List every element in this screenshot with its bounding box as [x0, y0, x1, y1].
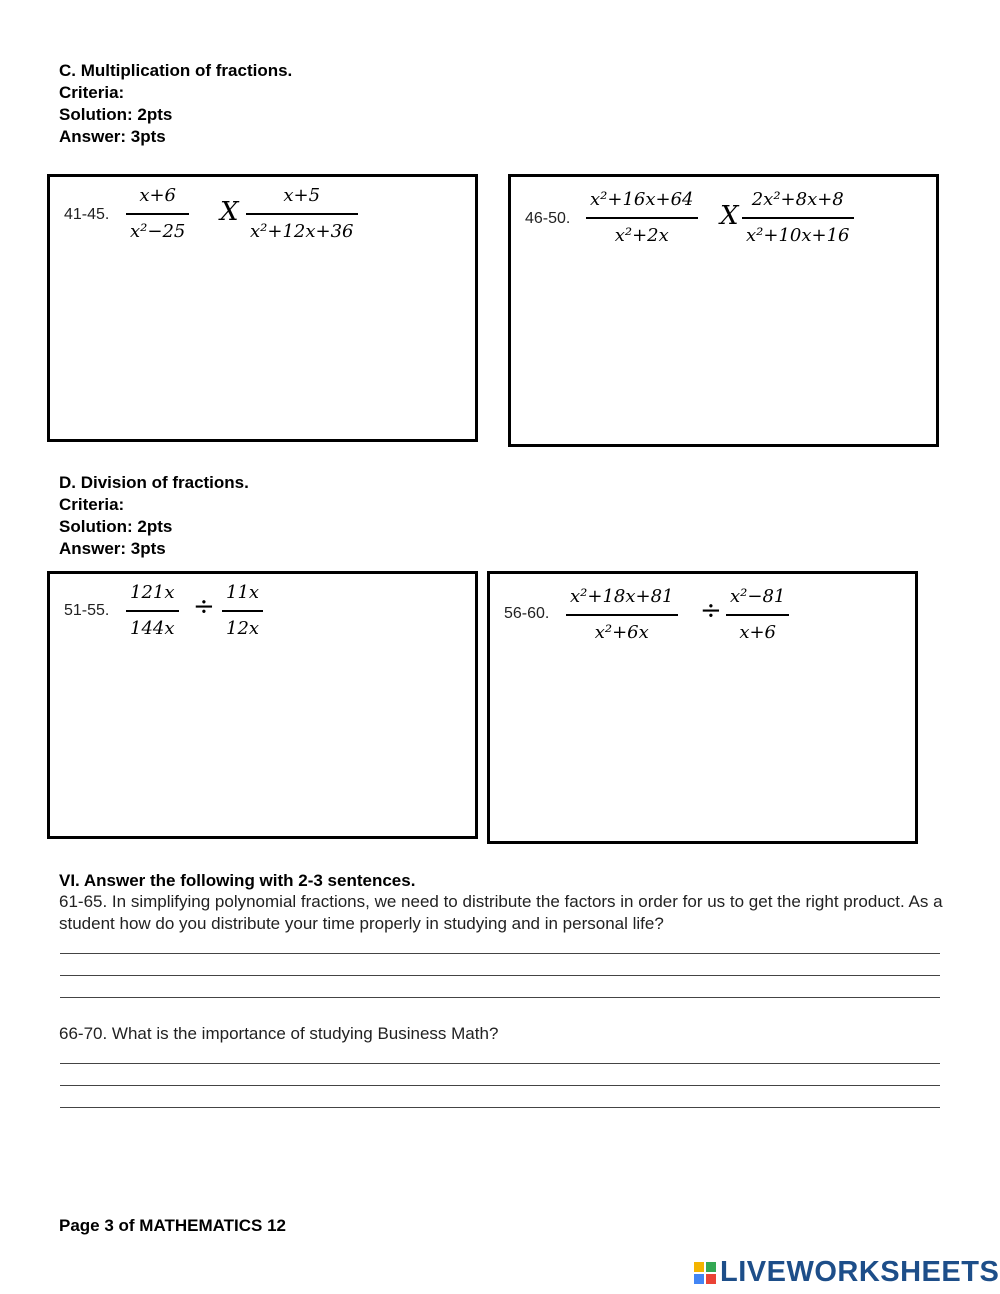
- denominator: 12x: [226, 617, 260, 639]
- section-vi-title: VI. Answer the following with 2-3 sentences.: [59, 871, 416, 890]
- numerator: x²+16x+64: [590, 189, 694, 210]
- question-61-65: 61-65. In simplifying polynomial fractions, we need to distribute the factors in order for us to get the right product. As a student how do you distribute your time properly in studying and in personal life?: [59, 892, 943, 933]
- logo-text: LIVEWORKSHEETS: [720, 1256, 1000, 1288]
- question-66-70: 66-70. What is the importance of studying Business Math?: [59, 1024, 499, 1043]
- answer-box-46-50[interactable]: [508, 174, 939, 447]
- logo-mark-icon: [694, 1262, 716, 1284]
- problem-number: 41-45.: [64, 206, 110, 223]
- denominator: x²+2x: [614, 224, 669, 246]
- denominator: x²+10x+16: [746, 224, 850, 246]
- numerator: x+6: [139, 185, 177, 206]
- answer-line[interactable]: [60, 997, 940, 998]
- problem-number: 56-60.: [504, 605, 550, 622]
- divide-operator: ÷: [193, 592, 215, 622]
- fraction-left: [126, 579, 179, 643]
- numerator: x+5: [283, 185, 321, 206]
- answer-box-56-60[interactable]: [487, 571, 918, 844]
- denominator: 144x: [130, 617, 175, 639]
- answer-line[interactable]: [60, 1063, 940, 1064]
- numerator: 11x: [226, 582, 260, 603]
- section-c-title: C. Multiplication of fractions.: [59, 61, 293, 80]
- section-c-answer: Answer: 3pts: [59, 127, 166, 146]
- multiply-operator: X: [720, 201, 739, 231]
- fraction-left: [126, 182, 189, 246]
- problem-number: 46-50.: [525, 210, 571, 227]
- fraction-right: [726, 583, 789, 647]
- section-d-header: [59, 472, 249, 560]
- answer-line[interactable]: [60, 1107, 940, 1108]
- fraction-left: [586, 186, 698, 250]
- answer-line[interactable]: [60, 975, 940, 976]
- liveworksheets-logo: [694, 1256, 999, 1289]
- divide-operator: ÷: [700, 596, 722, 626]
- numerator: 2x²+8x+8: [751, 189, 844, 210]
- denominator: x²+12x+36: [250, 220, 354, 242]
- section-d-answer: Answer: 3pts: [59, 539, 166, 558]
- numerator: 121x: [130, 582, 175, 603]
- section-d-title: D. Division of fractions.: [59, 473, 249, 492]
- fraction-right: [742, 186, 854, 250]
- section-c-solution: Solution: 2pts: [59, 105, 173, 124]
- denominator: x+6: [739, 621, 777, 643]
- section-d-criteria: Criteria:: [59, 495, 125, 514]
- page-footer: Page 3 of MATHEMATICS 12: [59, 1216, 287, 1235]
- fraction-right: [246, 182, 358, 246]
- fraction-right: [222, 579, 263, 643]
- section-c-header: [59, 60, 292, 148]
- section-c-criteria: Criteria:: [59, 83, 125, 102]
- numerator: x²−81: [730, 586, 786, 607]
- answer-box-41-45[interactable]: [47, 174, 478, 442]
- denominator: x²−25: [130, 220, 186, 242]
- answer-line[interactable]: [60, 1085, 940, 1086]
- numerator: x²+18x+81: [570, 586, 674, 607]
- fraction-left: [566, 583, 678, 647]
- answer-line[interactable]: [60, 953, 940, 954]
- denominator: x²+6x: [594, 621, 649, 643]
- problem-number: 51-55.: [64, 602, 110, 619]
- multiply-operator: X: [220, 197, 239, 227]
- answer-box-51-55[interactable]: [47, 571, 478, 839]
- section-d-solution: Solution: 2pts: [59, 517, 173, 536]
